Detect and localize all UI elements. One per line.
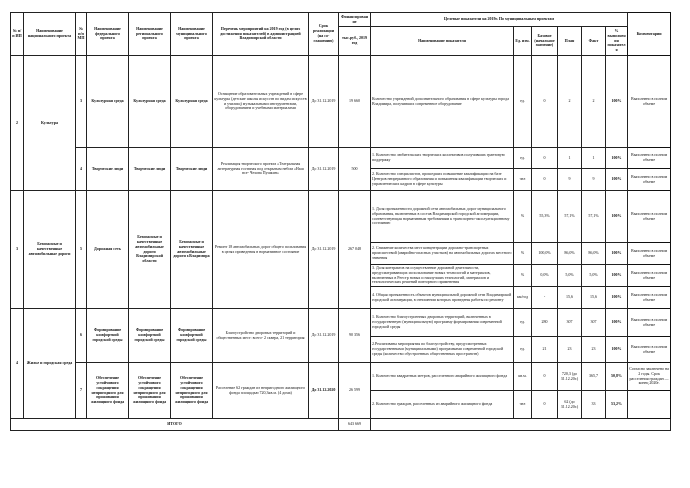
table-row: [11, 309, 671, 337]
header-unit: Ед. изм.: [514, 27, 532, 56]
indicator-base: -: [532, 287, 558, 309]
municipal-project-number: 3: [76, 56, 87, 148]
indicator-base: 55,3%: [532, 191, 558, 243]
indicator-percent: 100%: [606, 309, 628, 337]
indicator-name: 2. Количество специалистов, прошедших повышение квалификации на базе Центров непрерывного образования и повышения квалификации творческих и управленческих кадров в сфере культуры: [371, 169, 514, 191]
indicator-base: 0: [532, 56, 558, 148]
indicator-comment: Выполнено в полном объеме: [628, 337, 671, 363]
total-empty: [371, 419, 671, 431]
federal-project-name: Дорожная сеть: [87, 191, 129, 309]
indicator-name: 1. Количество квадратных метров, расселенного аварийного жилищного фонда: [371, 363, 514, 391]
funding-amount: 267 048: [339, 191, 371, 309]
measure-description: Реализация творческого проекта «Театральная литературная гостиная под открытым небом «Наш все- Чехова Пушкин»: [213, 148, 309, 191]
municipal-project-number: 4: [76, 148, 87, 191]
total-funding: 643 669: [339, 419, 371, 431]
measure-description: Ремонт 18 автомобильных дорог общего пользования в целях приведения в нормативное состояние: [213, 191, 309, 309]
projects-table: [10, 12, 671, 431]
indicator-percent: 50,8%: [606, 363, 628, 391]
indicator-comment: Выполнено в полном объеме: [628, 287, 671, 309]
indicator-base: 0: [532, 169, 558, 191]
header-n-mp: № п/п МП: [76, 13, 87, 56]
indicator-fact: 1: [582, 148, 606, 169]
national-project-number: 2: [11, 56, 24, 191]
federal-project-name: Культурная среда: [87, 56, 129, 148]
header-regional: Наименование регионального проекта: [129, 13, 171, 56]
table-row: [11, 363, 671, 391]
indicator-base: 21: [532, 337, 558, 363]
municipal-project-number: 6: [76, 309, 87, 363]
indicator-percent: 100%: [606, 169, 628, 191]
indicator-unit: ед.: [514, 148, 532, 169]
indicator-fact: 86,0%: [582, 243, 606, 265]
indicator-plan: 15,6: [558, 287, 582, 309]
indicator-percent: 100%: [606, 56, 628, 148]
deadline: До 31.12.2020: [309, 363, 339, 419]
regional-project-name: Культурная среда: [129, 56, 171, 148]
measure-description: Благоустройство дворовых территорий и общественных мест: всего- 2 сквера, 21 территория: [213, 309, 309, 363]
municipal-project-name: Формирование комфортной городской среды: [171, 309, 213, 363]
header-n-ip: № п/п ИП: [11, 13, 24, 56]
indicator-base: 280: [532, 309, 558, 337]
indicator-comment: Выполнено в полном объеме: [628, 265, 671, 287]
federal-project-name: Обеспечение устойчивого сокращения непригодного для проживания жилищного фонда: [87, 363, 129, 419]
regional-project-name: Безопасные и качественные автомобильные дороги Владимирской области: [129, 191, 171, 309]
indicator-unit: чел: [514, 391, 532, 419]
indicator-name: 1. Количество любительских творческих коллективов получивших грантовую поддержку: [371, 148, 514, 169]
header-national: Наименование национального проекта: [24, 13, 76, 56]
indicator-comment: Выполнено в полном объеме: [628, 243, 671, 265]
indicator-name: 4. Общая протяженность объектов муниципальной дорожной сети Владимирской городской агломерации, в отношении которых проведены работы по ремонту: [371, 287, 514, 309]
header-federal: Наименование федерального проекта: [87, 13, 129, 56]
total-label: ИТОГО: [11, 419, 339, 431]
indicator-name: 2. Снижение количества мест концентрации дорожно-транспортных происшествий (аварийно-опасных участков) на автомобильных дорогах местного значения: [371, 243, 514, 265]
indicator-name: 2.Реализованы мероприятия по благоустройству, предусмотренных государственными (муниципальными) программами современной городской среды (количество обустроенных общественных пространств): [371, 337, 514, 363]
header-deadline: Срок реализации (на со-глашению): [309, 13, 339, 56]
deadline: До 31.12.2019: [309, 148, 339, 191]
federal-project-name: Творческие люди: [87, 148, 129, 191]
indicator-fact: 9: [582, 169, 606, 191]
regional-project-name: Обеспечение устойчивого сокращения непригодного для проживания жилищного фонда: [129, 363, 171, 419]
indicator-name: 2. Количество граждан, расселенных из аварийного жилищного фонда: [371, 391, 514, 419]
table-row: [11, 148, 671, 169]
header-comment: Комментарии: [628, 13, 671, 56]
indicator-unit: %: [514, 191, 532, 243]
indicator-unit: ед.: [514, 337, 532, 363]
indicator-percent: 100%: [606, 265, 628, 287]
indicator-fact: 2: [582, 56, 606, 148]
indicator-plan: 1: [558, 148, 582, 169]
header-funding-unit: тыс.руб., 2019 год: [339, 27, 371, 56]
indicator-percent: 100%: [606, 337, 628, 363]
header-pct: % выполнения показателя: [606, 27, 628, 56]
indicator-unit: ед.: [514, 309, 532, 337]
indicator-fact: 15,6: [582, 287, 606, 309]
indicator-unit: %: [514, 265, 532, 287]
header-plan: План: [558, 27, 582, 56]
indicator-base: 0: [532, 148, 558, 169]
indicator-percent: 53,2%: [606, 391, 628, 419]
indicator-comment: Выполнено в полном объеме: [628, 191, 671, 243]
municipal-project-number: 7: [76, 363, 87, 419]
indicator-fact: 33: [582, 391, 606, 419]
national-project-name: Жилье и городская среда: [24, 309, 76, 419]
indicator-base: 0: [532, 363, 558, 391]
indicator-name: Количество учреждений дополнительного образования в сфере культуры города Владимира, получивших современное оборудование: [371, 56, 514, 148]
indicator-fact: 5,0%: [582, 265, 606, 287]
deadline: До 31.12.2019: [309, 191, 339, 309]
indicator-plan: 2: [558, 56, 582, 148]
national-project-name: Безопасные и качественные автомобильные дороги: [24, 191, 76, 309]
regional-project-name: Творческие люди: [129, 148, 171, 191]
indicator-unit: кв.м.: [514, 363, 532, 391]
national-project-number: 3: [11, 191, 24, 309]
indicator-plan: 720,3 (до 31.12.20г.): [558, 363, 582, 391]
indicator-fact: 23: [582, 337, 606, 363]
indicator-fact: 57,1%: [582, 191, 606, 243]
indicator-unit: ед.: [514, 56, 532, 148]
indicator-plan: 62 (до 31.12.20г.): [558, 391, 582, 419]
table-row: [11, 191, 671, 243]
measure-description: Оснащение образовательных учреждений в сфере культуры (детские школы искусств по видам искусств и училищ) музыкальными инструментами, оборудованием и учебными материалами: [213, 56, 309, 148]
indicator-percent: 100%: [606, 243, 628, 265]
total-row: [11, 419, 671, 431]
municipal-project-number: 5: [76, 191, 87, 309]
national-project-name: Культура: [24, 56, 76, 191]
header-fact: Факт: [582, 27, 606, 56]
indicator-percent: 100%: [606, 191, 628, 243]
header-measures: Перечень мероприятий на 2019 год (в целях достижения показателей) в администрацией Владимирской области: [213, 13, 309, 56]
municipal-project-name: Творческие люди: [171, 148, 213, 191]
header-indicator-name: Наименование показателя: [371, 27, 514, 56]
funding-amount: 90 356: [339, 309, 371, 363]
municipal-project-name: Обеспечение устойчивого сокращения непригодного для проживания жилищного фонда: [171, 363, 213, 419]
indicator-base: 0: [532, 391, 558, 419]
indicator-name: 1. Доля протяженности дорожной сети автомобильных дорог муниципального образования, включенных в состав Владимирской городской агломерации, соответствующая нормативным требованиям к транспортно-эксплуатационному состоянию: [371, 191, 514, 243]
indicator-plan: 307: [558, 309, 582, 337]
indicator-plan: 23: [558, 337, 582, 363]
regional-project-name: Формирование комфортной городской среды: [129, 309, 171, 363]
header-municipal: Наименование муниципального проекта: [171, 13, 213, 56]
indicator-fact: 365,7: [582, 363, 606, 391]
funding-amount: 19 660: [339, 56, 371, 148]
indicator-unit: км/год: [514, 287, 532, 309]
indicator-plan: 5,0%: [558, 265, 582, 287]
header-base: Базовое (начальное значение): [532, 27, 558, 56]
indicator-comment: Выполнено в полном объеме: [628, 56, 671, 148]
funding-amount: 500: [339, 148, 371, 191]
indicator-comment: Выполнено в полном объеме: [628, 309, 671, 337]
indicator-name: 3. Доля контрактов на осуществление дорожной деятельности, предусматривающих использование новых технологий и материалов, включенных в Реестр новых и наилучших технологий, материалов и технологических решений повторного применения: [371, 265, 514, 287]
indicator-base: 100,0%: [532, 243, 558, 265]
indicator-plan: 57,1%: [558, 191, 582, 243]
indicator-base: 0,0%: [532, 265, 558, 287]
indicator-percent: 100%: [606, 287, 628, 309]
indicator-comment: [628, 391, 671, 419]
funding-amount: 26 599: [339, 363, 371, 419]
indicator-percent: 100%: [606, 148, 628, 169]
federal-project-name: Формирование комфортной городской среды: [87, 309, 129, 363]
header-targets: Целевые показатели на 2019г. По муниципальным проектам: [371, 13, 628, 27]
measure-description: Расселение 62 граждан из непригодного жилищного фонда площадью 720,3кв.м. (4 дома): [213, 363, 309, 419]
table-row: [11, 56, 671, 148]
municipal-project-name: Безопасные и качественные автомобильные дороги г.Владимира: [171, 191, 213, 309]
indicator-unit: %: [514, 243, 532, 265]
national-project-number: 4: [11, 309, 24, 419]
header-funding: Финансирование: [339, 13, 371, 27]
indicator-name: 1. Количество благоустроенных дворовых территорий, включенных в государственную (муниципальную) программу формирования современной городской среды: [371, 309, 514, 337]
indicator-comment: Выполнено в полном объеме: [628, 148, 671, 169]
indicator-comment: Выполнено в полном объеме: [628, 169, 671, 191]
indicator-comment: Согласно заключено на 2 годы. Срок расселения граждан — конец 2020г.: [628, 363, 671, 391]
indicator-plan: 86,0%: [558, 243, 582, 265]
deadline: До 31.12.2019: [309, 56, 339, 148]
indicator-unit: чел: [514, 169, 532, 191]
indicator-plan: 9: [558, 169, 582, 191]
municipal-project-name: Культурная среда: [171, 56, 213, 148]
deadline: До 31.12.2019: [309, 309, 339, 363]
indicator-fact: 307: [582, 309, 606, 337]
